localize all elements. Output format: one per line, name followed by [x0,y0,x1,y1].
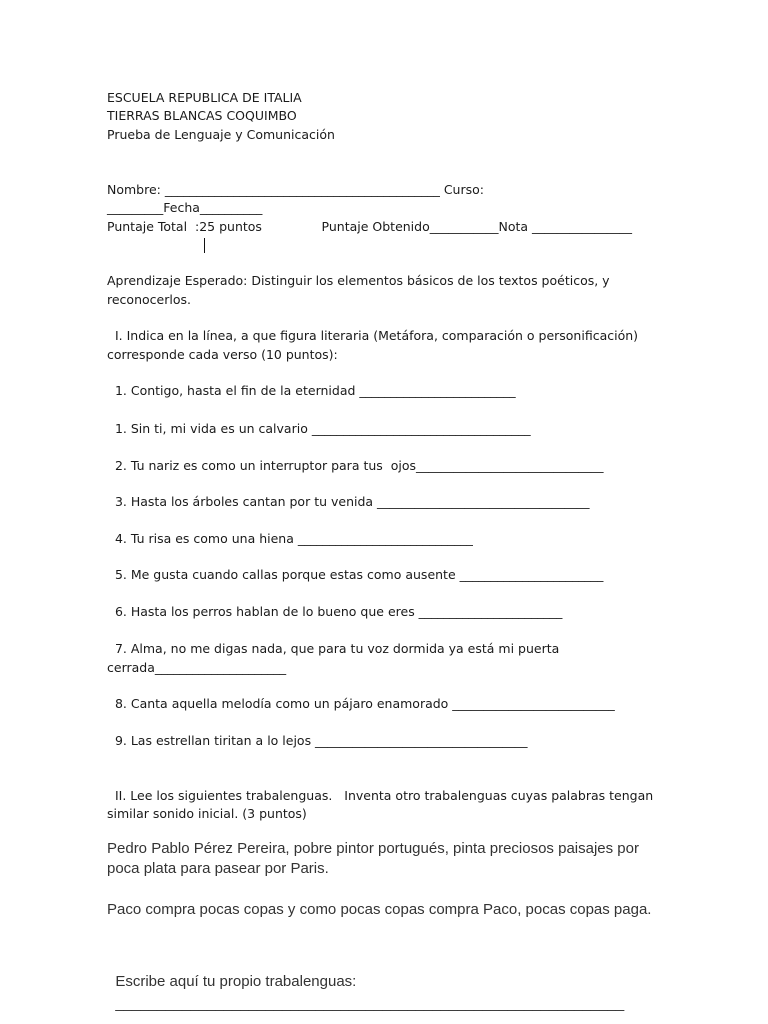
verse-item-7[interactable]: 7. Alma, no me digas nada, que para tu voz dormida ya está mi puerta [107,641,560,656]
objective-line-1: Aprendizaje Esperado: Distinguir los elementos básicos de los textos poéticos, y [107,273,610,288]
section1-instruction-line-1: I. Indica en la línea, a que figura literaria (Metáfora, comparación o personificación) [107,328,639,343]
verse-item-1b[interactable]: 1. Sin ti, mi vida es un calvario ___________________________________ [107,421,531,436]
tongue-twister-1-line-2: poca plata para pasear por Paris. [107,860,329,877]
verse-item-6[interactable]: 6. Hasta los perros hablan de lo bueno que eres _______________________ [107,604,563,619]
school-name: ESCUELA REPUBLICA DE ITALIA [107,90,302,105]
write-prompt: Escribe aquí tu propio trabalenguas: [107,973,357,990]
verse-item-3[interactable]: 3. Hasta los árboles cantan por tu venida __________________________________ [107,494,590,509]
verse-item-4[interactable]: 4. Tu risa es como una hiena ____________________________ [107,531,473,546]
verse-item-2[interactable]: 2. Tu nariz es como un interruptor para tus ojos______________________________ [107,458,604,473]
school-location: TIERRAS BLANCAS COQUIMBO [107,108,297,123]
section2-instruction-line-1: II. Lee los siguientes trabalenguas. Inventa otro trabalenguas cuyas palabras tengan [107,788,654,803]
student-name-course-line[interactable]: Nombre: ____________________________________________ Curso: [107,182,484,197]
date-line[interactable]: _________Fecha__________ [107,200,263,215]
verse-item-9[interactable]: 9. Las estrellan tiritan a lo lejos __________________________________ [107,733,528,748]
tongue-twister-1-line-1: Pedro Pablo Pérez Pereira, pobre pintor portugués, pinta preciosos paisajes por [107,840,639,857]
text-cursor [204,238,205,253]
score-line[interactable]: Puntaje Total :25 puntos Puntaje Obtenido___________Nota ________________ [107,219,633,234]
section2-instruction-line-2: similar sonido inicial. (3 puntos) [107,806,307,821]
test-title: Prueba de Lenguaje y Comunicación [107,127,335,142]
verse-item-8[interactable]: 8. Canta aquella melodía como un pájaro enamorado __________________________ [107,696,615,711]
tongue-twister-2: Paco compra pocas copas y como pocas copas compra Paco, pocas copas paga. [107,901,652,918]
objective-line-2: reconocerlos. [107,292,191,307]
section1-instruction-line-2: corresponde cada verso (10 puntos): [107,347,338,362]
write-answer-line[interactable]: _____________________________________________________________ [107,995,625,1012]
verse-item-7-continued[interactable]: cerrada_____________________ [107,660,287,675]
verse-item-5[interactable]: 5. Me gusta cuando callas porque estas como ausente _______________________ [107,567,604,582]
verse-item-1a[interactable]: 1. Contigo, hasta el fin de la eternidad _________________________ [107,383,516,398]
